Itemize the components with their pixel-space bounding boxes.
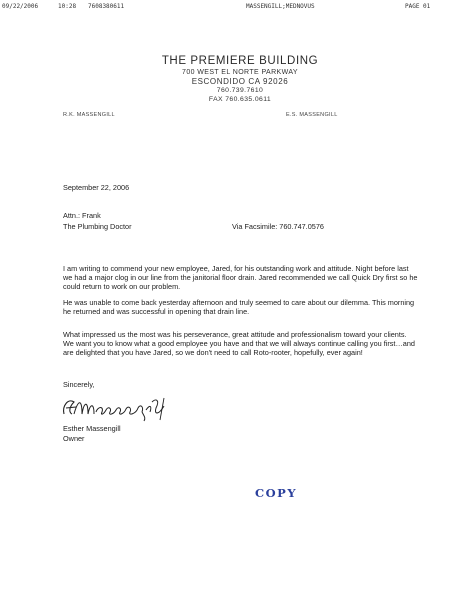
signer-name: Esther Massengill — [63, 424, 121, 433]
principal-left: R.K. MASSENGILL — [63, 112, 115, 118]
letter-paragraph: What impressed us the most was his perseverance, great attitude and professionalism toward your clients. We want you to know what a good employee you have and that we will always continue calling you first…and are delighted that you have Jared, so we don't need to call Roto-rooter, hopefully, ever again! — [63, 330, 415, 358]
letterhead-name: THE PREMIERE BUILDING — [161, 55, 319, 67]
recipient-company: The Plumbing Doctor — [63, 222, 132, 231]
fax-time: 10:28 — [58, 3, 77, 10]
closing: Sincerely, — [63, 380, 95, 389]
fax-number: 7608380611 — [88, 3, 125, 10]
principal-right: E.S. MASSENGILL — [286, 112, 338, 118]
letter-paragraph: I am writing to commend your new employee, Jared, for his outstanding work and attitude. Night before last we had a major clog in our line from the janitorial floor drain. Jared recommended we call Quick Dry first so he could return to work on our problem. — [63, 264, 418, 292]
handwritten-signature — [60, 392, 180, 422]
fax-date: 09/22/2006 — [2, 3, 39, 10]
signer-title: Owner — [63, 434, 85, 443]
fax-sender: MASSENGILL;MEDNOVUS — [246, 3, 315, 10]
letterhead-fax: FAX 760.635.0611 — [208, 96, 272, 103]
letterhead-address: 700 WEST EL NORTE PARKWAY — [182, 69, 298, 76]
attention-line: Attn.: Frank — [63, 211, 101, 220]
copy-stamp: COPY — [255, 486, 298, 500]
via-facsimile: Via Facsimile: 760.747.0576 — [232, 222, 324, 231]
letter-paragraph: He was unable to come back yesterday afternoon and truly seemed to care about our dilemma. This morning he returned and was successful in opening that drain line. — [63, 298, 415, 317]
fax-page-number: PAGE 01 — [405, 3, 431, 10]
fax-header — [0, 3, 460, 13]
letter-date: September 22, 2006 — [63, 183, 130, 192]
letterhead — [90, 55, 390, 104]
letterhead-phone: 760.739.7610 — [216, 87, 264, 94]
letterhead-city: ESCONDIDO CA 92026 — [191, 77, 289, 86]
